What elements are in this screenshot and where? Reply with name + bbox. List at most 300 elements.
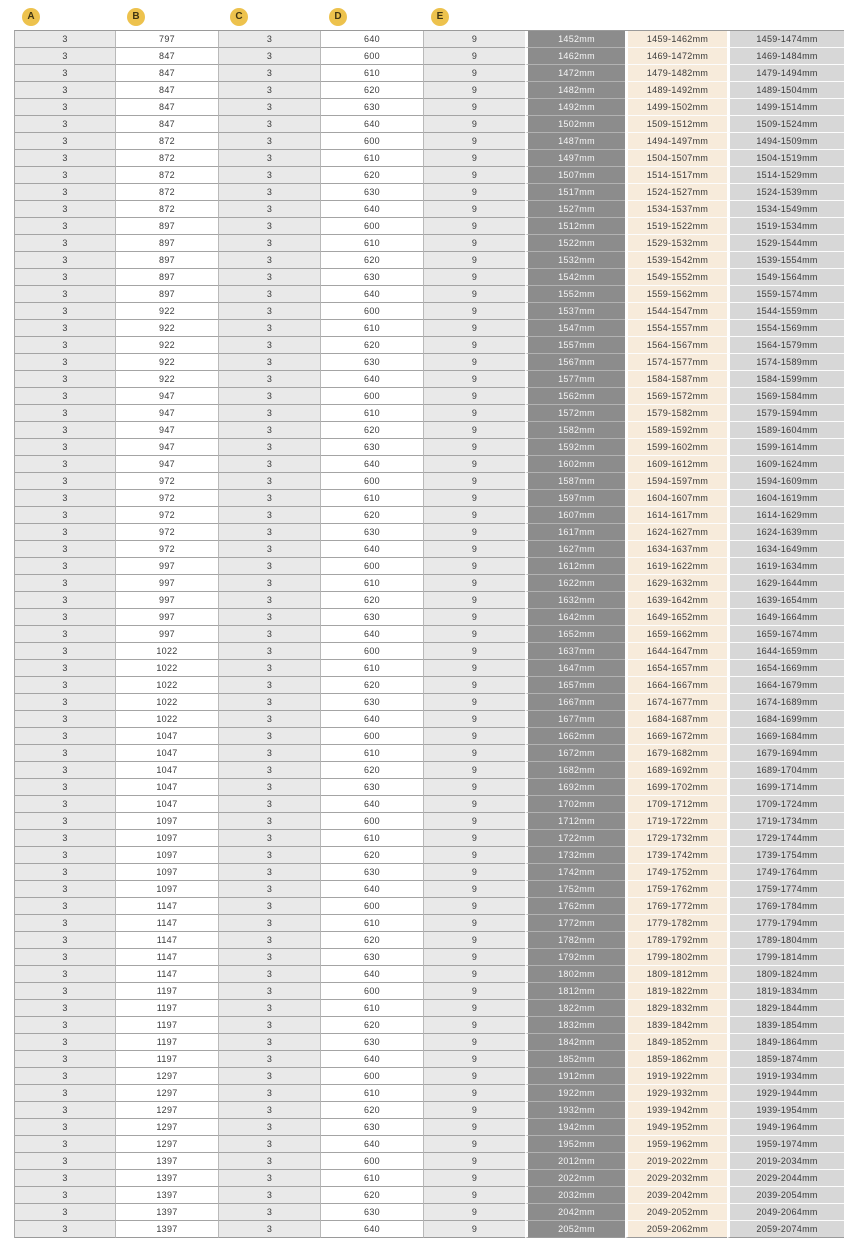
table-row (15, 456, 844, 473)
cell-col-e: 9 (424, 915, 525, 932)
cell-col-b: 947 (116, 405, 219, 422)
cell-col-c: 3 (219, 1170, 321, 1187)
cell-col-range-large: 1649-1664mm (727, 609, 844, 626)
cell-col-a: 3 (15, 1136, 116, 1153)
table-row (15, 201, 844, 218)
cell-col-e: 9 (424, 847, 525, 864)
cell-col-range-small: 1669-1672mm (625, 728, 727, 745)
cell-col-e: 9 (424, 1221, 525, 1238)
cell-col-mm-value: 1567mm (525, 354, 625, 371)
cell-col-mm-value: 1942mm (525, 1119, 625, 1136)
cell-col-e: 9 (424, 762, 525, 779)
cell-col-b: 897 (116, 252, 219, 269)
table-row (15, 235, 844, 252)
cell-col-range-small: 1689-1692mm (625, 762, 727, 779)
cell-col-a: 3 (15, 201, 116, 218)
cell-col-range-large: 1689-1704mm (727, 762, 844, 779)
table-row (15, 507, 844, 524)
cell-col-range-large: 1654-1669mm (727, 660, 844, 677)
cell-col-c: 3 (219, 830, 321, 847)
cell-col-mm-value: 1832mm (525, 1017, 625, 1034)
cell-col-c: 3 (219, 65, 321, 82)
cell-col-mm-value: 2052mm (525, 1221, 625, 1238)
cell-col-range-small: 1939-1942mm (625, 1102, 727, 1119)
cell-col-b: 1397 (116, 1221, 219, 1238)
cell-col-mm-value: 1532mm (525, 252, 625, 269)
cell-col-mm-value: 1587mm (525, 473, 625, 490)
cell-col-a: 3 (15, 1000, 116, 1017)
cell-col-range-small: 1699-1702mm (625, 779, 727, 796)
cell-col-c: 3 (219, 405, 321, 422)
table-row (15, 541, 844, 558)
cell-col-a: 3 (15, 82, 116, 99)
cell-col-c: 3 (219, 235, 321, 252)
cell-col-e: 9 (424, 303, 525, 320)
table-row (15, 949, 844, 966)
cell-col-b: 847 (116, 82, 219, 99)
cell-col-c: 3 (219, 745, 321, 762)
cell-col-range-small: 1719-1722mm (625, 813, 727, 830)
cell-col-c: 3 (219, 677, 321, 694)
cell-col-e: 9 (424, 881, 525, 898)
cell-col-range-large: 2019-2034mm (727, 1153, 844, 1170)
cell-col-mm-value: 2022mm (525, 1170, 625, 1187)
cell-col-a: 3 (15, 779, 116, 796)
cell-col-range-small: 1679-1682mm (625, 745, 727, 762)
cell-col-b: 997 (116, 592, 219, 609)
cell-col-c: 3 (219, 694, 321, 711)
cell-col-range-large: 2049-2064mm (727, 1204, 844, 1221)
cell-col-b: 1397 (116, 1170, 219, 1187)
cell-col-range-large: 1729-1744mm (727, 830, 844, 847)
cell-col-range-small: 2059-2062mm (625, 1221, 727, 1238)
cell-col-a: 3 (15, 677, 116, 694)
cell-col-range-large: 1529-1544mm (727, 235, 844, 252)
cell-col-a: 3 (15, 932, 116, 949)
cell-col-c: 3 (219, 932, 321, 949)
table-row (15, 48, 844, 65)
cell-col-mm-value: 1752mm (525, 881, 625, 898)
cell-col-range-large: 1479-1494mm (727, 65, 844, 82)
cell-col-mm-value: 1627mm (525, 541, 625, 558)
cell-col-mm-value: 1662mm (525, 728, 625, 745)
cell-col-mm-value: 1762mm (525, 898, 625, 915)
cell-col-c: 3 (219, 1085, 321, 1102)
cell-col-b: 1022 (116, 660, 219, 677)
column-badge-a: A (22, 8, 40, 26)
cell-col-d: 620 (321, 847, 424, 864)
cell-col-c: 3 (219, 898, 321, 915)
cell-col-range-large: 1609-1624mm (727, 456, 844, 473)
cell-col-mm-value: 2042mm (525, 1204, 625, 1221)
cell-col-b: 1097 (116, 881, 219, 898)
cell-col-b: 847 (116, 116, 219, 133)
cell-col-mm-value: 1552mm (525, 286, 625, 303)
cell-col-b: 1097 (116, 830, 219, 847)
table-row (15, 303, 844, 320)
cell-col-range-large: 1489-1504mm (727, 82, 844, 99)
cell-col-c: 3 (219, 252, 321, 269)
cell-col-d: 620 (321, 1187, 424, 1204)
cell-col-b: 947 (116, 422, 219, 439)
table-row (15, 609, 844, 626)
cell-col-d: 600 (321, 643, 424, 660)
cell-col-range-small: 1579-1582mm (625, 405, 727, 422)
cell-col-c: 3 (219, 949, 321, 966)
cell-col-b: 1147 (116, 932, 219, 949)
cell-col-a: 3 (15, 847, 116, 864)
cell-col-b: 1147 (116, 949, 219, 966)
cell-col-d: 640 (321, 286, 424, 303)
cell-col-range-small: 1494-1497mm (625, 133, 727, 150)
cell-col-a: 3 (15, 422, 116, 439)
table-row (15, 99, 844, 116)
cell-col-mm-value: 1452mm (525, 31, 625, 48)
cell-col-d: 630 (321, 1204, 424, 1221)
cell-col-range-large: 1819-1834mm (727, 983, 844, 1000)
cell-col-a: 3 (15, 337, 116, 354)
cell-col-d: 640 (321, 456, 424, 473)
cell-col-d: 640 (321, 541, 424, 558)
cell-col-d: 640 (321, 881, 424, 898)
cell-col-a: 3 (15, 388, 116, 405)
cell-col-c: 3 (219, 1187, 321, 1204)
cell-col-d: 640 (321, 711, 424, 728)
cell-col-range-large: 1589-1604mm (727, 422, 844, 439)
cell-col-a: 3 (15, 1034, 116, 1051)
cell-col-a: 3 (15, 1102, 116, 1119)
cell-col-d: 610 (321, 65, 424, 82)
table-row (15, 1000, 844, 1017)
cell-col-range-large: 1594-1609mm (727, 473, 844, 490)
cell-col-b: 897 (116, 218, 219, 235)
cell-col-mm-value: 2032mm (525, 1187, 625, 1204)
cell-col-range-large: 1504-1519mm (727, 150, 844, 167)
cell-col-e: 9 (424, 779, 525, 796)
table-row (15, 371, 844, 388)
cell-col-c: 3 (219, 184, 321, 201)
cell-col-b: 872 (116, 201, 219, 218)
cell-col-e: 9 (424, 116, 525, 133)
cell-col-a: 3 (15, 762, 116, 779)
cell-col-d: 610 (321, 150, 424, 167)
cell-col-a: 3 (15, 218, 116, 235)
cell-col-range-large: 1679-1694mm (727, 745, 844, 762)
cell-col-c: 3 (219, 218, 321, 235)
cell-col-range-small: 1799-1802mm (625, 949, 727, 966)
cell-col-range-small: 1639-1642mm (625, 592, 727, 609)
cell-col-mm-value: 1542mm (525, 269, 625, 286)
cell-col-mm-value: 1822mm (525, 1000, 625, 1017)
cell-col-c: 3 (219, 609, 321, 626)
cell-col-d: 600 (321, 388, 424, 405)
cell-col-e: 9 (424, 1034, 525, 1051)
cell-col-d: 620 (321, 677, 424, 694)
table-row (15, 269, 844, 286)
cell-col-d: 600 (321, 48, 424, 65)
cell-col-c: 3 (219, 48, 321, 65)
cell-col-d: 610 (321, 660, 424, 677)
cell-col-mm-value: 1482mm (525, 82, 625, 99)
cell-col-e: 9 (424, 65, 525, 82)
table-row (15, 847, 844, 864)
cell-col-b: 897 (116, 235, 219, 252)
cell-col-d: 630 (321, 524, 424, 541)
cell-col-e: 9 (424, 405, 525, 422)
cell-col-b: 997 (116, 609, 219, 626)
table-row (15, 1204, 844, 1221)
cell-col-a: 3 (15, 1119, 116, 1136)
cell-col-a: 3 (15, 490, 116, 507)
cell-col-a: 3 (15, 1051, 116, 1068)
cell-col-mm-value: 1672mm (525, 745, 625, 762)
cell-col-range-small: 1589-1592mm (625, 422, 727, 439)
cell-col-b: 972 (116, 507, 219, 524)
cell-col-e: 9 (424, 235, 525, 252)
table-row (15, 728, 844, 745)
cell-col-range-small: 1759-1762mm (625, 881, 727, 898)
cell-col-e: 9 (424, 1153, 525, 1170)
cell-col-c: 3 (219, 592, 321, 609)
cell-col-c: 3 (219, 1034, 321, 1051)
cell-col-d: 600 (321, 728, 424, 745)
cell-col-e: 9 (424, 694, 525, 711)
cell-col-c: 3 (219, 864, 321, 881)
cell-col-c: 3 (219, 1119, 321, 1136)
cell-col-e: 9 (424, 48, 525, 65)
cell-col-mm-value: 1622mm (525, 575, 625, 592)
cell-col-b: 922 (116, 354, 219, 371)
table-row (15, 82, 844, 99)
cell-col-c: 3 (219, 575, 321, 592)
cell-col-mm-value: 1782mm (525, 932, 625, 949)
table-row (15, 1153, 844, 1170)
cell-col-range-large: 1569-1584mm (727, 388, 844, 405)
cell-col-range-small: 1574-1577mm (625, 354, 727, 371)
cell-col-mm-value: 1517mm (525, 184, 625, 201)
cell-col-a: 3 (15, 252, 116, 269)
cell-col-e: 9 (424, 898, 525, 915)
cell-col-mm-value: 1597mm (525, 490, 625, 507)
cell-col-a: 3 (15, 31, 116, 48)
cell-col-a: 3 (15, 966, 116, 983)
cell-col-d: 610 (321, 1000, 424, 1017)
cell-col-d: 620 (321, 592, 424, 609)
table-row (15, 881, 844, 898)
cell-col-a: 3 (15, 592, 116, 609)
table-row (15, 762, 844, 779)
cell-col-range-large: 1674-1689mm (727, 694, 844, 711)
cell-col-mm-value: 1702mm (525, 796, 625, 813)
cell-col-a: 3 (15, 303, 116, 320)
cell-col-d: 640 (321, 1221, 424, 1238)
cell-col-mm-value: 1472mm (525, 65, 625, 82)
cell-col-a: 3 (15, 830, 116, 847)
cell-col-mm-value: 1602mm (525, 456, 625, 473)
cell-col-range-small: 1789-1792mm (625, 932, 727, 949)
cell-col-range-large: 1624-1639mm (727, 524, 844, 541)
cell-col-e: 9 (424, 660, 525, 677)
cell-col-range-small: 1929-1932mm (625, 1085, 727, 1102)
table-row (15, 1136, 844, 1153)
cell-col-a: 3 (15, 456, 116, 473)
cell-col-e: 9 (424, 609, 525, 626)
cell-col-c: 3 (219, 1221, 321, 1238)
table-row (15, 150, 844, 167)
cell-col-b: 922 (116, 371, 219, 388)
cell-col-a: 3 (15, 439, 116, 456)
cell-col-e: 9 (424, 286, 525, 303)
cell-col-range-large: 1564-1579mm (727, 337, 844, 354)
cell-col-a: 3 (15, 99, 116, 116)
cell-col-c: 3 (219, 31, 321, 48)
cell-col-a: 3 (15, 235, 116, 252)
cell-col-d: 640 (321, 626, 424, 643)
cell-col-a: 3 (15, 1085, 116, 1102)
cell-col-d: 620 (321, 932, 424, 949)
table-row (15, 575, 844, 592)
cell-col-b: 847 (116, 99, 219, 116)
table-row (15, 405, 844, 422)
cell-col-e: 9 (424, 252, 525, 269)
cell-col-range-small: 1534-1537mm (625, 201, 727, 218)
cell-col-c: 3 (219, 354, 321, 371)
cell-col-mm-value: 1637mm (525, 643, 625, 660)
cell-col-c: 3 (219, 1102, 321, 1119)
cell-col-range-small: 1654-1657mm (625, 660, 727, 677)
cell-col-b: 947 (116, 439, 219, 456)
cell-col-mm-value: 1512mm (525, 218, 625, 235)
cell-col-range-large: 1659-1674mm (727, 626, 844, 643)
cell-col-e: 9 (424, 490, 525, 507)
cell-col-range-small: 1459-1462mm (625, 31, 727, 48)
cell-col-b: 1297 (116, 1119, 219, 1136)
table-row (15, 694, 844, 711)
table-row (15, 31, 844, 48)
cell-col-b: 1097 (116, 864, 219, 881)
cell-col-b: 1197 (116, 1017, 219, 1034)
cell-col-a: 3 (15, 167, 116, 184)
cell-col-range-small: 1499-1502mm (625, 99, 727, 116)
cell-col-b: 872 (116, 150, 219, 167)
column-badge-c: C (230, 8, 248, 26)
cell-col-range-small: 1829-1832mm (625, 1000, 727, 1017)
cell-col-c: 3 (219, 371, 321, 388)
table-row (15, 643, 844, 660)
cell-col-d: 600 (321, 813, 424, 830)
cell-col-range-small: 1769-1772mm (625, 898, 727, 915)
cell-col-d: 630 (321, 354, 424, 371)
cell-col-a: 3 (15, 881, 116, 898)
cell-col-e: 9 (424, 1017, 525, 1034)
cell-col-d: 610 (321, 575, 424, 592)
cell-col-d: 640 (321, 796, 424, 813)
cell-col-range-large: 1554-1569mm (727, 320, 844, 337)
table-row (15, 898, 844, 915)
cell-col-c: 3 (219, 711, 321, 728)
cell-col-mm-value: 1657mm (525, 677, 625, 694)
cell-col-range-large: 1619-1634mm (727, 558, 844, 575)
table-row (15, 490, 844, 507)
cell-col-c: 3 (219, 813, 321, 830)
cell-col-e: 9 (424, 82, 525, 99)
cell-col-range-large: 2029-2044mm (727, 1170, 844, 1187)
cell-col-d: 620 (321, 252, 424, 269)
cell-col-e: 9 (424, 626, 525, 643)
cell-col-range-small: 1564-1567mm (625, 337, 727, 354)
cell-col-range-large: 2059-2074mm (727, 1221, 844, 1238)
table-row (15, 1017, 844, 1034)
cell-col-e: 9 (424, 541, 525, 558)
cell-col-a: 3 (15, 150, 116, 167)
cell-col-e: 9 (424, 473, 525, 490)
cell-col-e: 9 (424, 949, 525, 966)
cell-col-d: 640 (321, 1136, 424, 1153)
cell-col-mm-value: 1632mm (525, 592, 625, 609)
cell-col-b: 1022 (116, 677, 219, 694)
cell-col-mm-value: 1492mm (525, 99, 625, 116)
cell-col-a: 3 (15, 949, 116, 966)
cell-col-mm-value: 1932mm (525, 1102, 625, 1119)
cell-col-a: 3 (15, 796, 116, 813)
cell-col-c: 3 (219, 82, 321, 99)
table-row (15, 388, 844, 405)
cell-col-range-large: 1759-1774mm (727, 881, 844, 898)
cell-col-b: 1197 (116, 983, 219, 1000)
cell-col-c: 3 (219, 983, 321, 1000)
cell-col-range-large: 1544-1559mm (727, 303, 844, 320)
cell-col-range-large: 1719-1734mm (727, 813, 844, 830)
cell-col-range-small: 1859-1862mm (625, 1051, 727, 1068)
cell-col-b: 872 (116, 133, 219, 150)
cell-col-b: 897 (116, 269, 219, 286)
cell-col-range-large: 1579-1594mm (727, 405, 844, 422)
cell-col-b: 847 (116, 65, 219, 82)
table-row (15, 983, 844, 1000)
cell-col-a: 3 (15, 694, 116, 711)
cell-col-a: 3 (15, 116, 116, 133)
table-row (15, 745, 844, 762)
cell-col-range-large: 1549-1564mm (727, 269, 844, 286)
cell-col-range-large: 1809-1824mm (727, 966, 844, 983)
cell-col-mm-value: 1812mm (525, 983, 625, 1000)
cell-col-range-small: 1959-1962mm (625, 1136, 727, 1153)
cell-col-range-small: 1544-1547mm (625, 303, 727, 320)
cell-col-a: 3 (15, 626, 116, 643)
table-row (15, 116, 844, 133)
cell-col-d: 630 (321, 949, 424, 966)
table-row (15, 286, 844, 303)
table-row (15, 932, 844, 949)
cell-col-range-small: 1729-1732mm (625, 830, 727, 847)
cell-col-range-large: 1959-1974mm (727, 1136, 844, 1153)
table-row (15, 1187, 844, 1204)
cell-col-e: 9 (424, 507, 525, 524)
cell-col-range-large: 1769-1784mm (727, 898, 844, 915)
table-row (15, 167, 844, 184)
cell-col-range-large: 1839-1854mm (727, 1017, 844, 1034)
cell-col-a: 3 (15, 728, 116, 745)
cell-col-range-small: 1504-1507mm (625, 150, 727, 167)
cell-col-b: 1047 (116, 762, 219, 779)
cell-col-e: 9 (424, 99, 525, 116)
cell-col-b: 1147 (116, 898, 219, 915)
cell-col-range-large: 1664-1679mm (727, 677, 844, 694)
cell-col-range-small: 1569-1572mm (625, 388, 727, 405)
cell-col-a: 3 (15, 983, 116, 1000)
cell-col-e: 9 (424, 439, 525, 456)
table-row (15, 422, 844, 439)
